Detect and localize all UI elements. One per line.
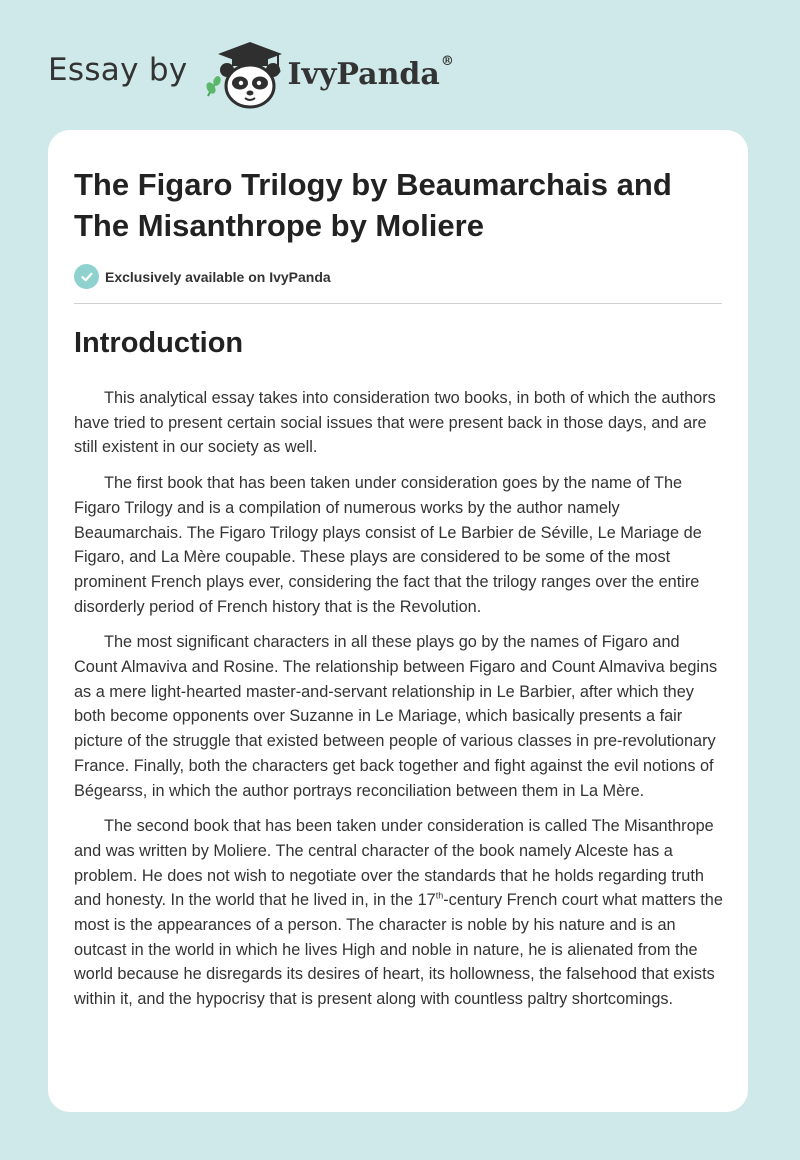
exclusive-badge [74, 264, 331, 289]
section-heading: Introduction [74, 327, 244, 359]
essay-card [48, 130, 748, 1112]
essay-by-label: Essay by [48, 52, 188, 88]
exclusive-label: Exclusively available on IvyPanda [105, 268, 331, 285]
divider [74, 303, 722, 304]
superscript: th [435, 890, 444, 901]
essay-title: The Figaro Trilogy by Beaumarchais and The Misanthrope by Moliere [74, 167, 672, 243]
paragraph: The most significant characters in all these plays go by the names of Figaro and Count Almaviva and Rosine. The relationship between Figaro and Count Almaviva begins as a mere light-hearted master-and-servant relationship in Le Barbier, after which they both become opponents over Suzanne in Le Mariage, which basically presents a fair picture of the struggle that existed between people of various classes in pre-revolutionary France. Finally, both the characters get back together and fight against the evil notions of Bégearss, in which the author portrays reconciliation between them in La Mère. [74, 633, 718, 800]
panda-graduate-icon[interactable] [202, 38, 286, 110]
paragraph: The first book that has been taken under consideration goes by the name of The Figaro Trilogy and is a compilation of numerous works by the author namely Beaumarchais. The Figaro Trilogy plays consist of Le Barbier de Séville, Le Mariage de Figaro, and La Mère coupable. These plays are considered to be some of the most prominent French plays ever, considering the fact that the trilogy ranges over the entire disorderly period of French history that is the Revolution. [74, 474, 702, 616]
paragraph: This analytical essay takes into consideration two books, in both of which the authors have tried to present certain social issues that were present back in those days, and are still existent in our society as well. [74, 389, 716, 457]
paragraph: The second book that has been taken under consideration is called The Misanthrope and was written by Moliere. The central character of the book namely Alceste has a problem. He does not wish to negotiate over the standards that he holds regarding truth and honesty. In the world that he lived in, in the 17th-century French court what matters the most is the appearances of a person. The character is noble by his nature and is an outcast in the world in which he lives High and noble in nature, he is alienated from the world because he disregards its desires of heart, its hollowness, the falsehood that exists within it, and the hypocrisy that is present along with countless paltry shortcomings. [74, 817, 723, 1009]
essay-body [74, 386, 724, 1023]
registered-mark: ® [440, 53, 454, 69]
brand-name[interactable]: IvyPanda® [287, 53, 454, 92]
site-header [48, 38, 454, 110]
check-circle-icon [74, 264, 99, 289]
